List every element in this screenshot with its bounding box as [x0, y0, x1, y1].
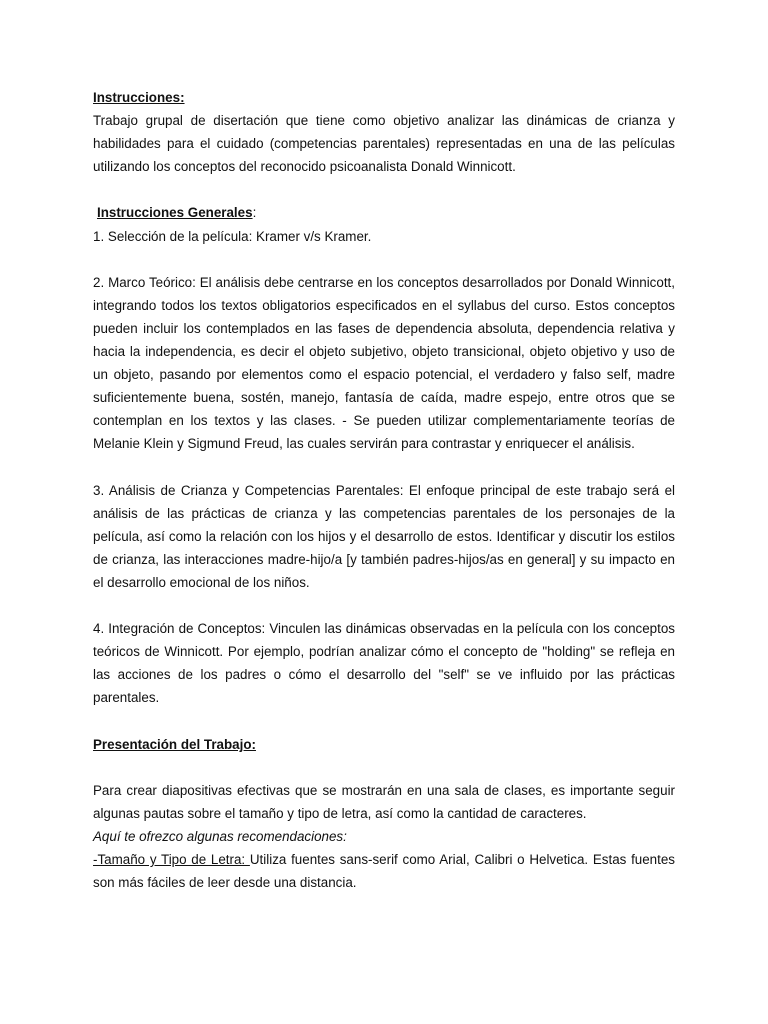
generales-colon: : [252, 205, 257, 221]
generales-heading-line [93, 201, 675, 224]
item-4: 4. Integración de Conceptos: Vinculen las dinámicas observadas en la película con los conceptos teóricos de Winnicott. Por ejemplo, podrían analizar cómo el concepto de "holding" se refleja en las acciones de los padres o cómo el desarrollo del "self" se ve influido por las prácticas parentales. [93, 621, 675, 706]
tamano-paragraph [93, 848, 675, 894]
intro-paragraph: Trabajo grupal de disertación que tiene como objetivo analizar las dinámicas de crianza y habilidades para el cuidado (competencias parentales) representadas en una de las películas utilizando los conceptos del reconocido psicoanalista Donald Winnicott. [93, 113, 675, 175]
item-1: 1. Selección de la película: Kramer v/s Kramer. [93, 228, 372, 244]
item-2: 2. Marco Teórico: El análisis debe centrarse en los conceptos desarrollados por Donald Winnicott, integrando todos los textos obligatorios especificados en el syllabus del curso. Estos conceptos pueden incluir los contemplados en las fases de dependencia absoluta, dependencia relativa y hacia la independencia, es decir el objeto subjetivo, objeto transicional, objeto objetivo y uso de un objeto, pasando por elementos como el espacio potencial, el verdadero y falso self, madre suficientemente buena, sostén, manejo, fantasía de caída, madre espejo, entre otros que se contemplan en los textos y las clases. - Se pueden utilizar complementariamente teorías de Melanie Klein y Sigmund Freud, las cuales servirán para contrastar y enriquecer el análisis. [93, 274, 675, 452]
tamano-label: -Tamaño y Tipo de Letra: [93, 852, 250, 868]
instrucciones-heading: Instrucciones: [93, 90, 185, 105]
recomendaciones-line: Aquí te ofrezco algunas recomendaciones: [93, 829, 347, 844]
presentacion-heading: Presentación del Trabajo: [93, 736, 256, 752]
tamano-text: Utiliza fuentes sans-serif como Arial, Calibri o Helvetica. Estas fuentes son más fáciles de leer desde una distancia. [93, 852, 675, 891]
presentacion-paragraph: Para crear diapositivas efectivas que se mostrarán en una sala de clases, es importante seguir algunas pautas sobre el tamaño y tipo de letra, así como la cantidad de caracteres. [93, 782, 675, 821]
generales-heading: Instrucciones Generales [97, 205, 253, 221]
document-body [93, 86, 675, 894]
item-3: 3. Análisis de Crianza y Competencias Parentales: El enfoque principal de este trabajo será el análisis de las prácticas de crianza y las competencias parentales de los personajes de la película, así como la relación con los hijos y el desarrollo de estos. Identificar y discutir los estilos de crianza, las interacciones madre-hijo/a [y también padres-hijos/as en general] y su impacto en el desarrollo emocional de los niños. [93, 482, 675, 590]
